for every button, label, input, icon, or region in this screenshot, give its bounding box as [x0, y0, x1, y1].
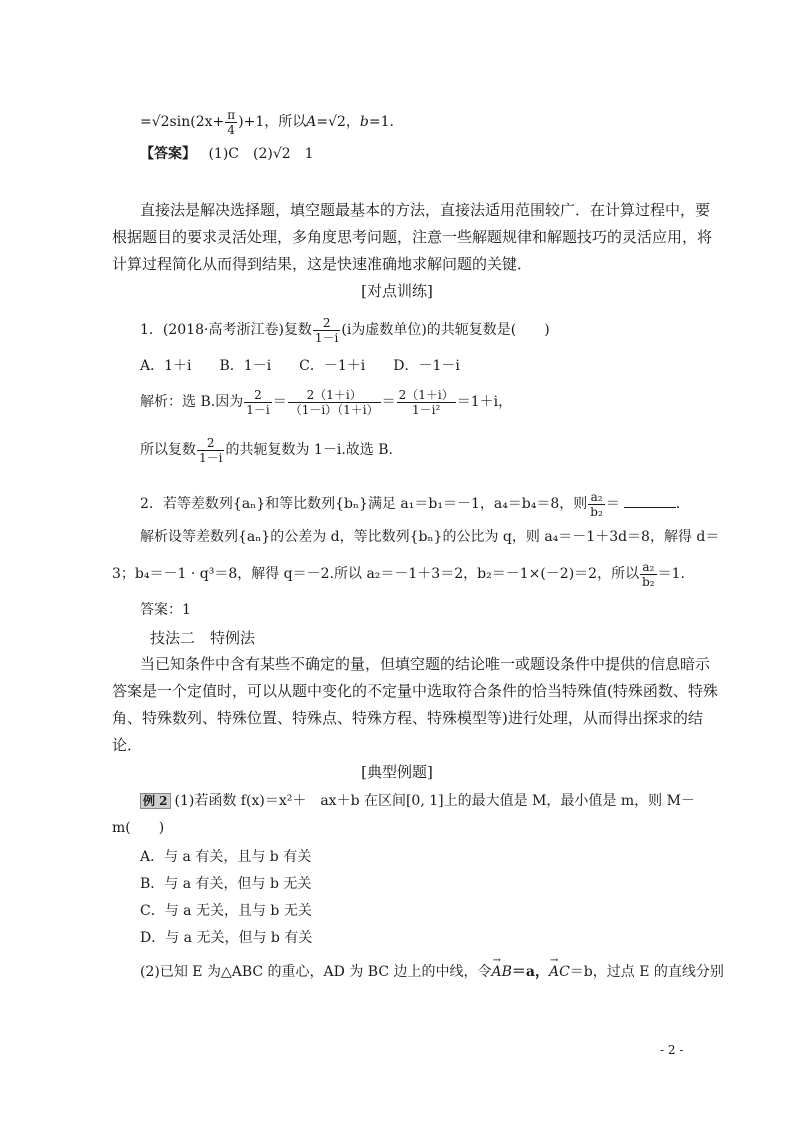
q2-sol-pre: 3；b₄＝－1 · q³＝8，解得 q＝－2.所以 a₂＝－1＋3＝2，b₂＝－1×(－2)＝2，所以	[112, 566, 640, 582]
answer-label: 【答案】	[140, 146, 196, 162]
ex2-eq-b: ＝b，过点 E 的直线分别	[569, 964, 724, 980]
var-A: A	[306, 114, 317, 130]
ex2-line-1	[140, 791, 695, 811]
page-number: - 2 -	[660, 1043, 684, 1057]
frac-num: 2	[313, 316, 340, 331]
answer-line	[140, 144, 314, 164]
q1-sol-frac-3	[397, 388, 456, 417]
pi-over-4-fraction	[225, 108, 237, 137]
ex2-eq-a: ＝a，	[511, 964, 549, 980]
example-badge: 例 2	[140, 793, 171, 809]
q2-pre: 2．若等差数列{aₙ}和等比数列{bₙ}满足 a₁＝b₁＝－1，a₄＝b₄＝8，则	[140, 496, 588, 512]
q1-pre: 1．(2018·高考浙江卷)复数	[140, 322, 312, 338]
example-heading: [典型例题]	[361, 763, 433, 781]
q1-solution	[140, 384, 512, 420]
ex2-text: (1)若函数 f(x)＝x²＋ ax＋b 在区间[0, 1]上的最大值是 M，最小值是 m，则 M－	[174, 793, 695, 809]
vector-AC	[549, 962, 570, 982]
result-part: )+1，所以	[238, 114, 307, 130]
summary-line-2: 根据题目的要求灵活处理，多角度思考问题，注意一些解题规律和解题技巧的灵活应用，将	[112, 228, 713, 246]
frac-den: 1－i	[314, 330, 339, 345]
method2-line-1: 当已知条件中含有某些不确定的量，但填空题的结论唯一或题设条件中提供的信息暗示	[140, 655, 711, 673]
frac-num: π	[227, 107, 236, 122]
frac-den: 4	[227, 122, 235, 137]
frac-den: b₂	[590, 504, 603, 519]
q2-sol-fraction	[640, 560, 657, 589]
frac-num: a₂	[640, 560, 657, 575]
answer-blank[interactable]	[624, 495, 676, 508]
q1-fraction	[313, 316, 340, 345]
training-heading: [对点训练]	[361, 282, 433, 300]
equals: ＝	[272, 394, 287, 410]
summary-line-1: 直接法是解决选择题，填空题最基本的方法，直接法适用范围较广．在计算过程中，要	[140, 201, 711, 219]
q1-options: A．1＋i B．1－i C．－1＋i D．－1－i	[140, 358, 460, 374]
q1-sol-pre: 解析：选 B.因为	[140, 394, 244, 410]
method2-line-2: 答案是一个定值时，可以从题中变化的不定量中选取符合条件的恰当特殊值(特殊函数、特殊	[112, 682, 718, 700]
result-part: =1.	[368, 114, 394, 130]
var-b: b	[359, 114, 369, 130]
equals: ＝	[381, 394, 396, 410]
method2-heading: 技法二 特例法	[150, 629, 256, 647]
q1-sol-frac-1	[244, 388, 271, 417]
result-line	[140, 104, 394, 140]
q1-so-pre: 所以复数	[140, 442, 196, 458]
frac-num: 2	[197, 436, 224, 451]
vector-AB	[491, 962, 511, 982]
method2-line-3: 角、特殊数列、特殊位置、特殊点、特殊方程、特殊模型等)进行处理，从而得出探求的结	[112, 709, 703, 727]
result-part: =√2，	[316, 114, 360, 130]
ex2-part-2	[140, 962, 724, 982]
q1-so-post: 的共轭复数为 1－i.故选 B.	[225, 442, 393, 458]
q2-answer: 答案：1	[140, 602, 191, 618]
q1-conclusion	[140, 432, 393, 468]
answer-text: (1)C (2)√2 1	[208, 146, 314, 162]
q1-so-fraction	[197, 436, 224, 465]
ex2-p2-pre: (2)已知 E 为△ABC 的重心，AD 为 BC 边上的中线，令	[140, 964, 492, 980]
ex2-option-b: B．与 a 有关，但与 b 无关	[140, 876, 312, 892]
ex2-option-c: C．与 a 无关，且与 b 无关	[140, 903, 312, 919]
q1-stem	[140, 312, 550, 348]
q1-post: (i为虚数单位)的共轭复数是( )	[341, 322, 550, 338]
ex2-option-d: D．与 a 无关，但与 b 有关	[140, 930, 313, 946]
q2-solution-line-1: 解析设等差数列{aₙ}的公差为 d，等比数列{bₙ}的公比为 q，则 a₄＝－1＋3d＝8，解得 d＝	[140, 529, 720, 545]
frac-num: 2（1＋i）	[288, 388, 381, 403]
q2-solution-line-2	[112, 556, 685, 592]
ex2-option-a: A．与 a 有关，且与 b 有关	[140, 849, 312, 865]
frac-den: b₂	[642, 574, 655, 589]
frac-den: 1－i	[199, 450, 223, 465]
frac-num: 2	[244, 388, 271, 403]
summary-line-3: 计算过程简化从而得到结果，这是快速准确地求解问题的关键．	[112, 255, 533, 273]
q1-sol-post: ＝1＋i，	[456, 394, 513, 410]
q2-sol-post: ＝1.	[657, 566, 685, 582]
vector-label: AC	[548, 964, 570, 980]
q2-fraction	[588, 490, 605, 519]
q1-sol-frac-2	[288, 388, 381, 417]
q2-post: ＝	[605, 496, 620, 512]
ex2-line-2: m( )	[112, 820, 165, 836]
frac-den: 1－i	[246, 402, 270, 417]
vector-label: AB	[491, 964, 512, 980]
q2-stem: 2．若等差数列{aₙ}和等比数列{bₙ}满足 a₁＝b₁＝－1，a₄＝b₄＝8，则 $\frac{\text{a₂}}{\text{b₂}}$ ＝ .	[140, 489, 681, 519]
frac-num: 2（1＋i）	[398, 387, 454, 402]
method2-line-4: 论．	[112, 736, 143, 754]
frac-num: a₂	[588, 490, 605, 505]
frac-den: （1－i）（1＋i）	[289, 402, 379, 417]
result-part: =√2sin(2x+	[140, 114, 225, 130]
frac-den: 1－i²	[412, 402, 441, 417]
